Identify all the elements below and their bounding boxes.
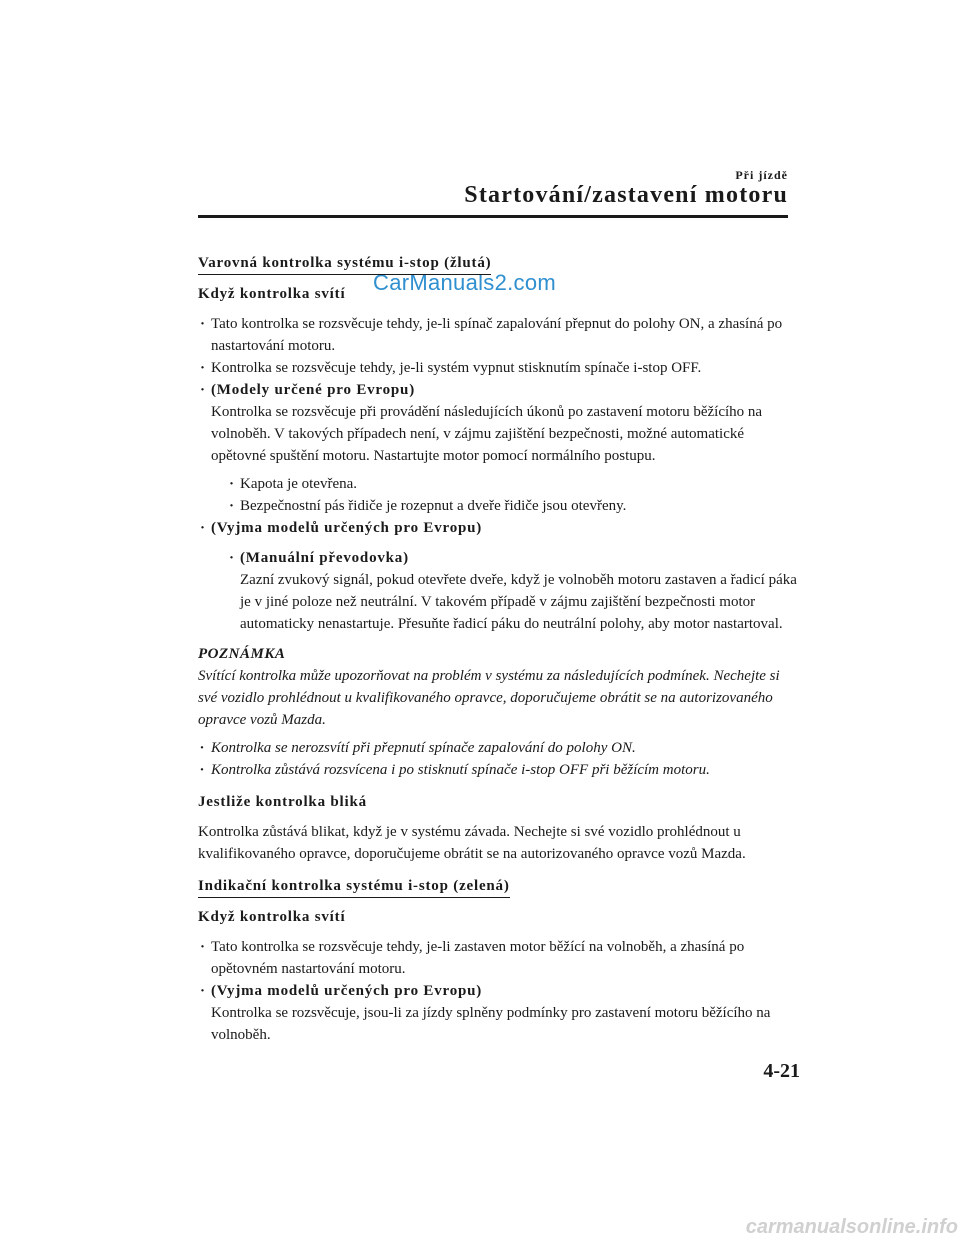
list-item-text: Zazní zvukový signál, pokud otevřete dveře, když je volnoběh motoru zastaven a řadicí páka je v jiné poloze než neutrální. V takovém případě v zájmu zajištění bezpečnosti motor automaticky nenastartuje. Přesuňte řadicí páku do neutrální polohy, aby motor nastartoval.: [240, 572, 797, 632]
list-item: · Tato kontrolka se rozsvěcuje tehdy, je-li zastaven motor běžící na volnoběh, a zhasíná po opětovném nastartování motoru.: [198, 936, 798, 980]
list-item-title: · (Modely určené pro Evropu): [211, 382, 415, 398]
list-item: · Kontrolka se nerozsvítí při přepnutí spínače zapalování do polohy ON.: [198, 737, 798, 759]
subheading-blinking: Jestliže kontrolka bliká: [198, 794, 367, 810]
list-item: · Kapota je otevřena.: [227, 473, 798, 495]
page-title: Startování/zastavení motoru: [464, 182, 788, 208]
section-label: Při jízdě: [735, 168, 788, 182]
watermark-logo: CarManuals2.com: [373, 270, 557, 295]
header-rule: [198, 215, 788, 218]
list-item-title: · (Vyjma modelů určených pro Evropu): [211, 983, 483, 999]
page-number: 4-21: [763, 1060, 800, 1082]
list-item-title: · (Vyjma modelů určených pro Evropu): [211, 520, 483, 536]
bullet-list: [198, 313, 798, 635]
list-item: · Tato kontrolka se rozsvěcuje tehdy, je-li spínač zapalování přepnut do polohy ON, a zhasíná po nastartování motoru.: [198, 313, 798, 357]
list-item-title: · (Manuální převodovka): [240, 550, 409, 566]
list-item: · Bezpečnostní pás řidiče je rozepnut a dveře řidiče jsou otevřeny.: [227, 495, 798, 517]
bullet-list: [198, 936, 798, 1046]
subheading-light-on: Když kontrolka svítí: [198, 909, 346, 925]
list-item: · Kontrolka se rozsvěcuje tehdy, je-li systém vypnut stisknutím spínače i-stop OFF.: [198, 357, 798, 379]
list-item: [198, 379, 798, 517]
paragraph: Kontrolka zůstává blikat, když je v systému závada. Nechejte si své vozidlo prohlédnout u kvalifikovaného opravce, doporučujeme obrátit se na autorizovaného opravce vozů Mazda.: [198, 824, 746, 862]
list-item-text: Kontrolka se rozsvěcuje při provádění následujících úkonů po zastavení motoru běžícího na volnoběh. V takových případech není, v zájmu zajištění bezpečnosti, možné automatické opětovné spuštění motoru. Nastartujte motor pomocí normálního postupu.: [211, 404, 763, 464]
list-item: [198, 980, 798, 1046]
list-item: [227, 547, 798, 635]
footer-watermark: carmanualsonline.info: [745, 1216, 958, 1238]
note-block: [198, 643, 798, 781]
main-content: [198, 252, 798, 1046]
section-heading-warning: Varovná kontrolka systému i-stop (žlutá): [198, 252, 491, 275]
note-heading: POZNÁMKA: [198, 646, 286, 662]
section-heading-indicator: Indikační kontrolka systému i-stop (zelená): [198, 875, 510, 898]
list-item: · Kontrolka zůstává rozsvícena i po stisknutí spínače i-stop OFF při běžícím motoru.: [198, 759, 798, 781]
subheading-light-on: Když kontrolka svítí: [198, 286, 346, 302]
list-item: [198, 517, 798, 635]
note-text: Svítící kontrolka může upozorňovat na problém v systému za následujících podmínek. Nechejte si své vozidlo prohlédnout u kvalifikovaného opravce, doporučujeme obrátit se na autorizovaného opravce vozů Mazda.: [198, 668, 780, 728]
list-item-text: Kontrolka se rozsvěcuje, jsou-li za jízdy splněny podmínky pro zastavení motoru běžícího na volnoběh.: [211, 1005, 771, 1043]
